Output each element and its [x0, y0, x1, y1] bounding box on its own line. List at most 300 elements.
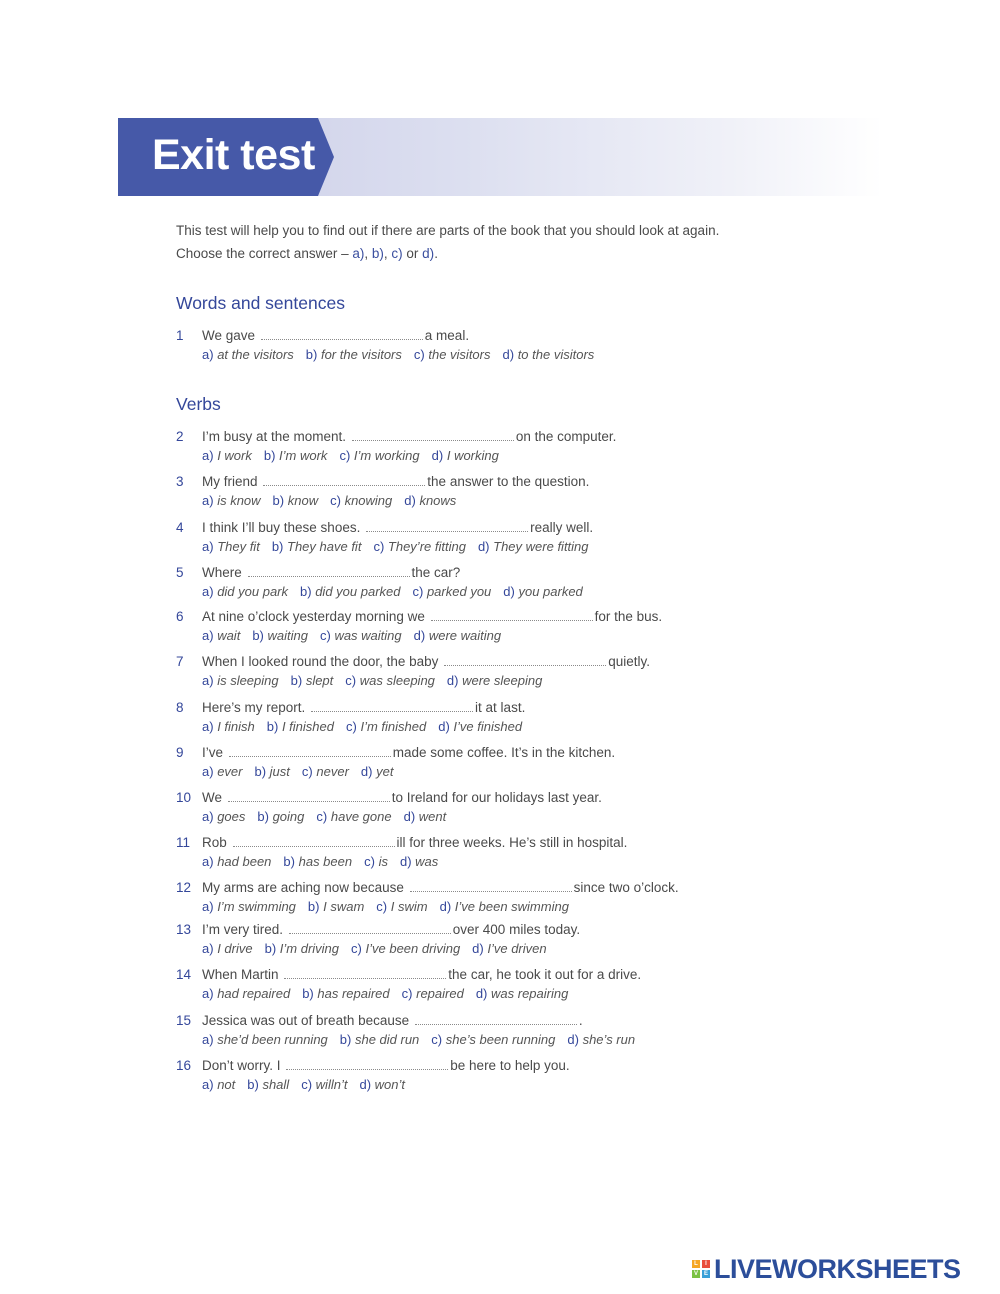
option-text: just — [269, 764, 290, 779]
option-label: b) — [283, 854, 295, 869]
option-label: d) — [472, 941, 484, 956]
option-text: going — [272, 809, 305, 824]
option-text: wait — [217, 628, 241, 643]
answer-option[interactable] — [414, 628, 501, 643]
question-item — [176, 742, 615, 782]
answer-option[interactable] — [302, 764, 349, 779]
question-text-before: My arms are aching now because — [202, 880, 404, 895]
option-label: c) — [330, 493, 341, 508]
logo-mark-square: L — [692, 1260, 700, 1268]
question-line — [176, 606, 662, 626]
liveworksheets-logo — [692, 1254, 961, 1284]
question-item — [176, 697, 534, 737]
option-text: she’d been running — [217, 1032, 328, 1047]
answer-option[interactable] — [478, 539, 589, 554]
answer-options — [176, 984, 641, 1004]
option-text: not — [217, 1077, 236, 1092]
question-text-before: My friend — [202, 474, 258, 489]
answer-option[interactable] — [339, 448, 419, 463]
question-item — [176, 1055, 570, 1095]
answer-option[interactable] — [373, 539, 466, 554]
question-text-before: At nine o’clock yesterday morning we — [202, 609, 425, 624]
answer-options — [176, 537, 601, 557]
option-label: d) — [475, 986, 488, 1001]
option-text: she’s run — [582, 1032, 636, 1047]
option-text: parked you — [426, 584, 492, 599]
option-text: I’m swimming — [217, 899, 296, 914]
question-item — [176, 787, 602, 827]
answer-blank[interactable] — [229, 742, 391, 757]
question-line — [176, 562, 595, 582]
intro-line-1: This test will help you to find out if there are parts of the book that you should look at again. — [176, 223, 720, 238]
question-text-before: I’m busy at the moment. — [202, 429, 347, 444]
option-label: b) — [305, 347, 318, 362]
option-label: b) — [290, 673, 303, 688]
logo-mark-icon — [692, 1260, 710, 1278]
question-text-before: We — [202, 790, 223, 805]
question-item — [176, 651, 650, 691]
option-label: b) — [307, 899, 320, 914]
question-number: 7 — [176, 654, 184, 669]
option-label: b) — [257, 809, 269, 824]
answer-option[interactable] — [359, 1077, 405, 1092]
option-label: c) — [301, 764, 313, 779]
question-text-before: We gave — [202, 328, 256, 343]
question-number: 6 — [176, 609, 184, 624]
question-number: 2 — [176, 429, 184, 444]
option-text: has been — [298, 854, 353, 869]
answer-option[interactable] — [202, 448, 252, 463]
answer-blank[interactable] — [311, 697, 473, 712]
answer-option[interactable] — [202, 673, 279, 688]
option-label: a) — [202, 584, 214, 599]
question-number: 9 — [176, 745, 184, 760]
title-banner — [118, 118, 883, 196]
question-number: 4 — [176, 520, 184, 535]
option-text: waiting — [267, 628, 308, 643]
answer-option[interactable] — [316, 809, 391, 824]
question-text-after: on the computer. — [515, 429, 617, 444]
option-text: she’s been running — [445, 1032, 556, 1047]
option-label: d) — [431, 448, 444, 463]
answer-option[interactable] — [202, 854, 271, 869]
question-text-after: since two o’clock. — [573, 880, 679, 895]
question-line — [176, 919, 580, 939]
section-title-verbs: Verbs — [176, 394, 221, 414]
question-text-after: for the bus. — [594, 609, 663, 624]
answer-option[interactable] — [301, 1077, 347, 1092]
question-item — [176, 562, 595, 602]
answer-option[interactable] — [302, 986, 389, 1001]
answer-option[interactable] — [283, 854, 352, 869]
answer-option[interactable] — [202, 628, 240, 643]
question-text-after: made some coffee. It’s in the kitchen. — [392, 745, 616, 760]
option-label: d) — [477, 539, 490, 554]
answer-blank[interactable] — [366, 517, 528, 532]
option-text: I’ve finished — [453, 719, 523, 734]
option-label: c) — [316, 809, 328, 824]
question-text-before: Rob — [202, 835, 227, 850]
option-text: you parked — [518, 584, 583, 599]
question-line — [176, 1010, 647, 1030]
option-label: d) — [502, 347, 515, 362]
option-text: never — [316, 764, 349, 779]
option-label: d) — [360, 764, 373, 779]
option-label: a) — [202, 764, 214, 779]
question-item — [176, 1010, 647, 1050]
option-text: did you park — [217, 584, 289, 599]
option-label: a) — [202, 899, 214, 914]
answer-options — [176, 762, 615, 782]
question-line — [176, 471, 589, 491]
answer-option[interactable] — [404, 493, 456, 508]
option-text: knowing — [344, 493, 393, 508]
answer-option[interactable] — [376, 899, 427, 914]
question-text-after: . — [578, 1013, 583, 1028]
option-text: was waiting — [334, 628, 402, 643]
question-line — [176, 517, 601, 537]
question-text-before: I’ve — [202, 745, 224, 760]
option-label: b) — [271, 539, 284, 554]
question-text-after: the car, he took it out for a drive. — [448, 967, 642, 982]
question-line — [176, 325, 606, 345]
question-line — [176, 426, 616, 446]
answer-option[interactable] — [476, 986, 569, 1001]
question-text-after: the car? — [411, 565, 461, 580]
answer-option[interactable] — [402, 986, 464, 1001]
question-text-after: over 400 miles today. — [452, 922, 581, 937]
option-text: at the visitors — [217, 347, 294, 362]
option-text: I swam — [323, 899, 365, 914]
answer-option[interactable] — [202, 764, 242, 779]
option-text: I’ve been swimming — [454, 899, 569, 914]
intro-text — [176, 219, 719, 265]
option-label: a) — [202, 347, 214, 362]
option-label: a) — [202, 539, 214, 554]
logo-mark-square: E — [703, 1271, 708, 1277]
question-text-after: be here to help you. — [450, 1058, 570, 1073]
question-line — [176, 787, 602, 807]
question-text-before: Don’t worry. I — [202, 1058, 281, 1073]
answer-blank[interactable] — [228, 787, 390, 802]
question-text-after: it at last. — [475, 700, 526, 715]
answer-blank[interactable] — [263, 471, 425, 486]
option-text: have gone — [330, 809, 392, 824]
answer-blank[interactable] — [444, 651, 606, 666]
option-label: c) — [412, 584, 424, 599]
option-label: a) — [202, 493, 214, 508]
option-label: c) — [351, 941, 362, 956]
question-item — [176, 426, 616, 466]
option-text: They have fit — [287, 539, 362, 554]
answer-options — [176, 491, 589, 511]
answer-option[interactable] — [472, 941, 546, 956]
answer-options — [176, 1075, 570, 1095]
option-label: d) — [399, 854, 412, 869]
logo-text: LIVEWORKSHEETS — [714, 1253, 961, 1284]
answer-option[interactable] — [202, 347, 294, 362]
question-item — [176, 606, 662, 646]
option-label: c) — [346, 719, 357, 734]
answer-option[interactable] — [202, 1077, 235, 1092]
question-number: 14 — [176, 967, 192, 982]
answer-option[interactable] — [414, 347, 491, 362]
option-text: to the visitors — [517, 347, 595, 362]
answer-option[interactable] — [364, 854, 388, 869]
question-text-before: When I looked round the door, the baby — [202, 654, 439, 669]
answer-option[interactable] — [361, 764, 394, 779]
answer-options — [176, 807, 602, 827]
option-label: d) — [403, 809, 416, 824]
question-line — [176, 964, 641, 984]
answer-blank[interactable] — [261, 325, 423, 340]
question-text-before: Jessica was out of breath because — [202, 1013, 410, 1028]
answer-option[interactable] — [300, 584, 400, 599]
option-label: d) — [439, 899, 452, 914]
question-item — [176, 832, 627, 872]
answer-blank[interactable] — [415, 1010, 577, 1025]
question-line — [176, 1055, 570, 1075]
answer-options — [176, 852, 627, 872]
answer-blank[interactable] — [431, 606, 593, 621]
option-label: a) — [202, 1032, 214, 1047]
option-label: b) — [252, 628, 264, 643]
option-label: b) — [272, 493, 285, 508]
option-text: I swim — [390, 899, 428, 914]
option-text: They were fitting — [493, 539, 589, 554]
answer-option[interactable] — [412, 584, 491, 599]
question-number: 8 — [176, 700, 184, 715]
answer-blank[interactable] — [284, 964, 446, 979]
question-line — [176, 877, 679, 897]
option-label: d) — [503, 584, 515, 599]
answer-blank[interactable] — [410, 877, 572, 892]
option-label: b) — [254, 764, 267, 779]
option-text: I’ve driven — [487, 941, 547, 956]
answer-options — [176, 1030, 647, 1050]
option-text: goes — [217, 809, 246, 824]
option-label: b) — [302, 986, 314, 1001]
answer-option[interactable] — [272, 539, 362, 554]
option-text: ever — [217, 764, 243, 779]
option-label: d) — [359, 1077, 372, 1092]
question-text-after: really well. — [530, 520, 594, 535]
option-text: was — [415, 854, 439, 869]
answer-options — [176, 446, 616, 466]
intro-line-2: Choose the correct answer – a), b), c) or d). — [176, 246, 438, 261]
answer-option[interactable] — [247, 1077, 289, 1092]
question-item — [176, 877, 679, 917]
option-text: was repairing — [491, 986, 569, 1001]
option-text: yet — [376, 764, 394, 779]
option-label: c) — [376, 899, 388, 914]
answer-option[interactable] — [340, 1032, 420, 1047]
question-number: 16 — [176, 1058, 192, 1073]
option-text: is know — [217, 493, 261, 508]
answer-option[interactable] — [431, 1032, 555, 1047]
answer-blank[interactable] — [352, 426, 514, 441]
question-item — [176, 325, 606, 365]
option-label: b) — [339, 1032, 352, 1047]
answer-option[interactable] — [447, 673, 542, 688]
option-label: c) — [373, 539, 385, 554]
question-number: 10 — [176, 790, 192, 805]
option-text: They fit — [217, 539, 260, 554]
question-text-before: Here’s my report. — [202, 700, 306, 715]
option-label: b) — [300, 584, 312, 599]
option-text: I’m working — [353, 448, 420, 463]
answer-options — [176, 897, 679, 917]
answer-option[interactable] — [202, 809, 245, 824]
option-label: c) — [301, 1077, 313, 1092]
option-label: c) — [401, 986, 413, 1001]
option-text: for the visitors — [320, 347, 402, 362]
option-text: They’re fitting — [387, 539, 466, 554]
option-text: she did run — [354, 1032, 420, 1047]
answer-option[interactable] — [267, 719, 334, 734]
answer-option[interactable] — [202, 584, 288, 599]
option-label: c) — [319, 628, 331, 643]
words-question-list — [176, 325, 606, 365]
option-text: was sleeping — [359, 673, 435, 688]
option-text: the visitors — [428, 347, 491, 362]
logo-mark-square: V — [693, 1271, 698, 1277]
answer-option[interactable] — [252, 628, 308, 643]
option-text: won’t — [374, 1077, 406, 1092]
option-text: went — [418, 809, 447, 824]
logo-mark-square: I — [702, 1260, 710, 1268]
option-label: b) — [263, 448, 276, 463]
question-number: 3 — [176, 474, 184, 489]
option-text: shall — [262, 1077, 290, 1092]
option-label: a) — [202, 854, 214, 869]
question-number: 1 — [176, 328, 184, 343]
option-label: a) — [202, 941, 214, 956]
answer-options — [176, 717, 534, 737]
answer-option[interactable] — [503, 584, 583, 599]
option-label: b) — [247, 1077, 259, 1092]
answer-option[interactable] — [404, 809, 447, 824]
option-text: I’m driving — [279, 941, 340, 956]
question-text-before: When Martin — [202, 967, 279, 982]
option-text: willn’t — [315, 1077, 348, 1092]
answer-option[interactable] — [440, 899, 569, 914]
answer-option[interactable] — [432, 448, 499, 463]
answer-option[interactable] — [503, 347, 595, 362]
question-number: 11 — [176, 835, 191, 850]
answer-blank[interactable] — [286, 1055, 448, 1070]
question-line — [176, 742, 615, 762]
question-text-after: quietly. — [608, 654, 650, 669]
section-title-words: Words and sentences — [176, 293, 345, 313]
answer-options — [176, 345, 606, 365]
answer-option[interactable] — [330, 493, 392, 508]
question-item — [176, 919, 580, 959]
answer-option[interactable] — [202, 1032, 328, 1047]
option-label: b) — [266, 719, 279, 734]
answer-option[interactable] — [202, 986, 290, 1001]
answer-option[interactable] — [306, 347, 402, 362]
answer-option[interactable] — [567, 1032, 635, 1047]
question-number: 15 — [176, 1013, 192, 1028]
option-text: I finish — [217, 719, 255, 734]
option-text: slept — [305, 673, 334, 688]
option-text: knows — [419, 493, 457, 508]
answer-option[interactable] — [264, 448, 328, 463]
option-text: I finished — [281, 719, 334, 734]
answer-option[interactable] — [351, 941, 460, 956]
answer-option[interactable] — [400, 854, 438, 869]
answer-option[interactable] — [438, 719, 522, 734]
option-text: had been — [217, 854, 272, 869]
option-label: d) — [446, 673, 459, 688]
answer-option[interactable] — [202, 899, 296, 914]
question-number: 12 — [176, 880, 192, 895]
answer-option[interactable] — [308, 899, 364, 914]
question-text-after: ill for three weeks. He’s still in hospital. — [396, 835, 628, 850]
answer-option[interactable] — [257, 809, 304, 824]
option-label: a) — [202, 986, 214, 1001]
question-item — [176, 471, 589, 511]
option-text: know — [287, 493, 319, 508]
question-text-after: a meal. — [424, 328, 470, 343]
option-text: I’m finished — [360, 719, 427, 734]
answer-option[interactable] — [273, 493, 319, 508]
answer-option[interactable] — [265, 941, 339, 956]
question-text-before: I’m very tired. — [202, 922, 284, 937]
option-label: a) — [202, 673, 214, 688]
option-text: I working — [446, 448, 499, 463]
option-text: did you parked — [315, 584, 401, 599]
answer-option[interactable] — [202, 941, 253, 956]
answer-options — [176, 582, 595, 602]
option-label: c) — [431, 1032, 443, 1047]
option-text: were waiting — [428, 628, 502, 643]
option-text: I’m work — [279, 448, 328, 463]
option-text: has repaired — [317, 986, 390, 1001]
answer-option[interactable] — [345, 673, 435, 688]
question-number: 13 — [176, 922, 192, 937]
answer-option[interactable] — [254, 764, 289, 779]
option-text: repaired — [416, 986, 464, 1001]
answer-blank[interactable] — [289, 919, 451, 934]
option-text: is sleeping — [217, 673, 279, 688]
answer-blank[interactable] — [248, 562, 410, 577]
answer-option[interactable] — [346, 719, 426, 734]
answer-option[interactable] — [202, 493, 261, 508]
answer-option[interactable] — [202, 539, 260, 554]
answer-options — [176, 939, 580, 959]
option-text: I’ve been driving — [365, 941, 461, 956]
option-label: a) — [202, 809, 214, 824]
answer-option[interactable] — [291, 673, 334, 688]
question-text-before: I think I’ll buy these shoes. — [202, 520, 361, 535]
question-item — [176, 964, 641, 1004]
option-label: a) — [202, 448, 214, 463]
page-title: Exit test — [152, 131, 315, 179]
answer-option[interactable] — [320, 628, 402, 643]
answer-option[interactable] — [202, 719, 255, 734]
question-text-after: the answer to the question. — [427, 474, 590, 489]
question-item — [176, 517, 601, 557]
option-label: a) — [202, 1077, 214, 1092]
option-text: is — [378, 854, 388, 869]
answer-options — [176, 626, 662, 646]
option-text: were sleeping — [462, 673, 543, 688]
question-line — [176, 651, 650, 671]
option-label: d) — [567, 1032, 579, 1047]
answer-blank[interactable] — [233, 832, 395, 847]
